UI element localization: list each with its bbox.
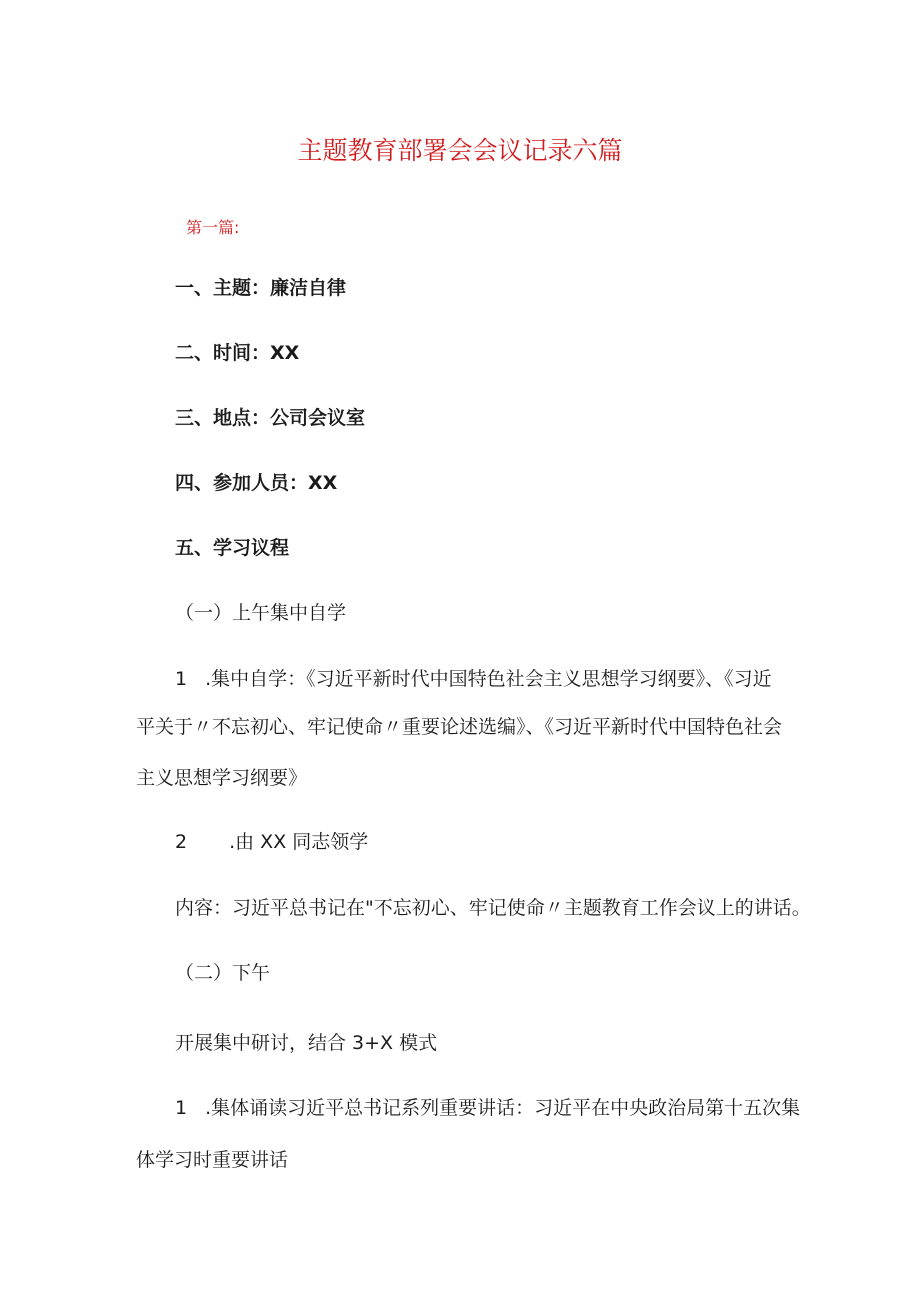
page-title: 主题教育部署会会议记录六篇 <box>297 136 623 165</box>
morning-item1-line3: 主义思想学习纲要》 <box>136 767 308 789</box>
afternoon-intro: 开展集中研讨，结合 3+X 模式 <box>175 1032 438 1054</box>
afternoon-item1-text: .集体诵读习近平总书记系列重要讲话：习近平在中央政治局第十五次集 <box>205 1097 801 1119</box>
section-label: 第一篇: <box>186 218 240 237</box>
item-place: 三、地点：公司会议室 <box>175 407 366 429</box>
item-time: 二、时间：XX <box>175 342 300 364</box>
morning-item2 <box>175 830 368 854</box>
morning-item2-number: 2 <box>175 831 188 853</box>
item-agenda: 五、学习议程 <box>175 537 290 559</box>
afternoon-item1-line1 <box>175 1096 800 1120</box>
morning-item1-text: .集中自学：《习近平新时代中国特色社会主义思想学习纲要》、《习近 <box>205 668 772 690</box>
morning-item2-text: .由 XX 同志领学 <box>229 831 369 853</box>
afternoon-item1-number: 1 <box>175 1097 188 1119</box>
item-theme: 一、主题：廉洁自律 <box>175 277 347 299</box>
morning-item1-line2: 平关于〃不忘初心、牢记使命〃重要论述选编》、《习近平新时代中国特色社会 <box>136 716 783 738</box>
afternoon-item1-line2: 体学习时重要讲话 <box>136 1149 289 1171</box>
morning-item1-line1 <box>175 667 772 691</box>
morning-heading: （一）上午集中自学 <box>175 602 347 624</box>
morning-item1-number: 1 <box>175 668 188 690</box>
morning-content: 内容：习近平总书记在"不忘初心、牢记使命〃主题教育工作会议上的讲话。 <box>175 897 811 919</box>
afternoon-heading: （二）下午 <box>175 962 271 984</box>
item-participants: 四、参加人员：XX <box>175 472 338 494</box>
